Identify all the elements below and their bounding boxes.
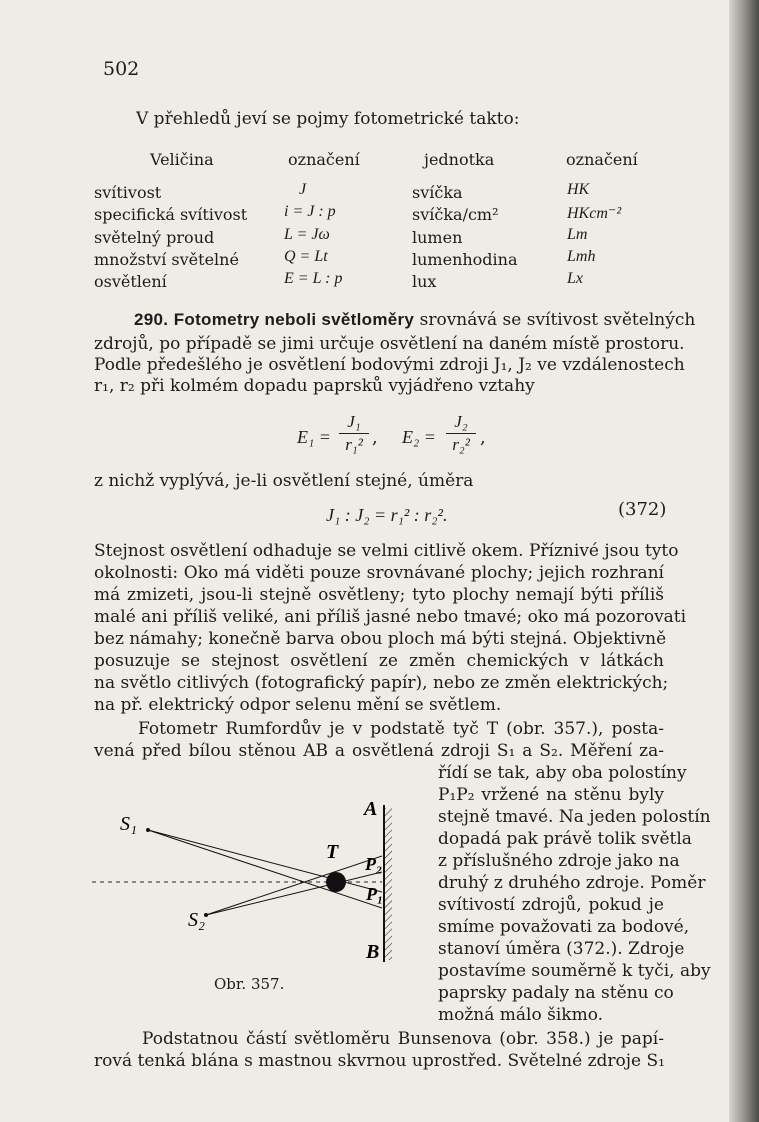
table-cell-quantity: množství světelné: [94, 250, 239, 269]
table-cell-unit-symbol: HK: [567, 181, 590, 198]
ray-s1-b: [148, 830, 382, 908]
table-header-unit-symbol: označení: [566, 150, 638, 169]
equation-numerator: J₁: [347, 412, 361, 431]
paragraph-line: stanoví úměra (372.). Zdroje: [438, 939, 685, 959]
paragraph-line: paprsky padaly na stěnu co: [438, 983, 674, 1003]
wall-hatching: [385, 808, 392, 960]
paragraph-line: z příslušného zdroje jako na: [438, 851, 680, 871]
paragraph-line: vená před bílou stěnou AB a osvětlená zdroji S₁ a S₂. Měření za-: [94, 741, 664, 761]
paragraph-line: posuzuje se stejnost osvětlení ze změn chemických v látkách: [94, 651, 664, 671]
paragraph-line: r₁, r₂ při kolmém dopadu paprsků vyjádřeno vztahy: [94, 376, 535, 396]
paragraph-line: dopadá pak právě tolik světla: [438, 829, 692, 849]
figure-label-p2: P₂: [365, 854, 383, 874]
table-header-unit: jednotka: [424, 150, 495, 169]
figure-label-t: T: [326, 841, 339, 863]
paragraph-line: Stejnost osvětlení odhaduje se velmi citlivě okem. Příznivé jsou tyto: [94, 541, 679, 561]
table-cell-unit: svíčka/cm²: [412, 205, 499, 224]
paragraph-line: malé ani příliš veliké, ani příliš jasné nebo tmavé; oko má pozorovati: [94, 607, 687, 627]
table-cell-unit-symbol: Lx: [567, 270, 583, 287]
figure-label-s2: S₂: [188, 909, 205, 931]
table-cell-unit-symbol: Lmh: [567, 248, 596, 265]
paragraph-line: na světlo citlivých (fotografický papír), nebo ze změn elektrických;: [94, 673, 669, 693]
figure-caption: Obr. 357.: [214, 975, 285, 993]
paragraph-line: druhý z druhého zdroje. Poměr: [438, 873, 706, 893]
table-cell-unit-symbol: Lm: [567, 226, 588, 243]
equation-e1-left: E₁ =: [297, 427, 331, 447]
paragraph-line: P₁P₂ vržené na stěnu byly: [438, 785, 664, 805]
figure-label-b: B: [366, 941, 380, 963]
table-cell-unit-symbol: HKcm⁻²: [567, 205, 622, 222]
equation-ratio: J₁ : J₂ = r₁² : r₂².: [326, 505, 448, 525]
paragraph-line: Podstatnou částí světloměru Bunsenova (obr. 358.) je papí-: [142, 1029, 664, 1049]
fraction-bar: [339, 433, 369, 434]
equation-e2-fraction: [444, 412, 478, 455]
section-heading-line: [134, 310, 695, 330]
equation-separator: ,: [372, 427, 378, 448]
table-cell-symbol: E = L : p: [284, 270, 343, 287]
paragraph-line: okolnosti: Oko má viděti pouze srovnávané plochy; jejich rozhraní: [94, 563, 664, 583]
fraction-bar: [446, 433, 476, 434]
table-cell-quantity: světelný proud: [94, 228, 215, 247]
equation-denominator: r₂²: [452, 435, 470, 454]
paragraph-line: má zmizeti, jsou-li stejně osvětleny; tyto plochy nemají býti příliš: [94, 585, 664, 605]
table-cell-unit: lumenhodina: [412, 250, 518, 269]
paragraph-line: bez námahy; konečně barva obou ploch má býti stejná. Objektivně: [94, 629, 667, 649]
table-cell-unit: lumen: [412, 228, 463, 247]
paragraph-line: možná málo šikmo.: [438, 1005, 604, 1025]
table-cell-symbol: Q = Lt: [284, 248, 328, 265]
source-s1-point: [146, 828, 150, 832]
table-cell-quantity: svítivost: [94, 183, 162, 202]
section-heading: Fotometry neboli světloměry: [173, 310, 415, 329]
table-cell-quantity: osvětlení: [94, 272, 167, 291]
table-header-quantity: Veličina: [150, 150, 214, 169]
page-number: 502: [103, 58, 140, 80]
paragraph-line: řídí se tak, aby oba polostíny: [438, 763, 687, 783]
equation-e2-left: E₂ =: [402, 427, 436, 447]
paragraph-line: postavíme souměrně k tyči, aby: [438, 961, 711, 981]
equation-e1-fraction: [337, 412, 371, 455]
paragraph-line: z nichž vyplývá, je-li osvětlení stejné, úměra: [94, 471, 474, 491]
table-header-symbol: označení: [288, 150, 360, 169]
equation-separator: ,: [480, 427, 486, 448]
table-cell-symbol: L = Jω: [284, 226, 330, 243]
figure-photometer-diagram: [92, 790, 432, 975]
paragraph-line: srovnává se svítivost světelných: [419, 310, 696, 330]
paragraph-line: stejně tmavé. Na jeden polostín: [438, 807, 711, 827]
paragraph-line: Fotometr Rumfordův je v podstatě tyč T (obr. 357.), posta-: [138, 719, 664, 739]
table-cell-unit: svíčka: [412, 183, 463, 202]
equation-number: (372): [618, 499, 667, 520]
table-cell-symbol: i = J : p: [284, 203, 336, 220]
table-cell-quantity: specifická svítivost: [94, 205, 248, 224]
paragraph-line: na př. elektrický odpor selenu mění se světlem.: [94, 695, 502, 715]
figure-label-a: A: [364, 798, 378, 820]
table-cell-symbol: J: [299, 181, 307, 198]
book-spine-edge: [729, 0, 759, 1122]
paragraph-line: Podle předešlého je osvětlení bodovými zdroji J₁, J₂ ve vzdálenostech: [94, 355, 685, 375]
paragraph-line: smíme považovati za bodové,: [438, 917, 690, 937]
ray-s1-a: [148, 830, 382, 892]
figure-label-p1: P₁: [366, 884, 384, 904]
equation-numerator: J₂: [454, 412, 468, 431]
intro-text: V přehledů jeví se pojmy fotometrické takto:: [136, 109, 520, 129]
table-cell-unit: lux: [412, 272, 437, 291]
section-number: 290.: [134, 310, 169, 329]
paragraph-line: rová tenká blána s mastnou skvrnou uprostřed. Světelné zdroje S₁: [94, 1051, 665, 1071]
figure-label-s1: S₁: [120, 813, 137, 835]
paragraph-line: zdrojů, po případě se jimi určuje osvětlení na daném místě prostoru.: [94, 334, 685, 354]
paragraph-line: svítivostí zdrojů, pokud je: [438, 895, 664, 915]
equation-denominator: r₁²: [345, 435, 363, 454]
rod-t: [326, 872, 346, 892]
